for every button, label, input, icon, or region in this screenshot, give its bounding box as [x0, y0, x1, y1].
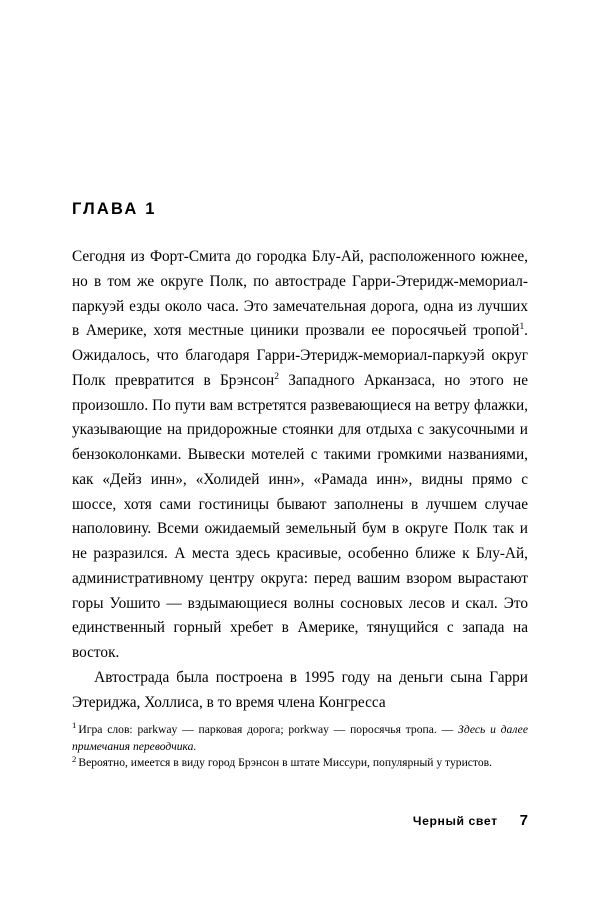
book-title: Черный свет	[412, 814, 498, 828]
body-text	[72, 245, 528, 716]
page-number: 7	[519, 812, 528, 829]
footnote-text: Игра слов: parkway — парковая дорога; porkway — поросячья тропа. —	[78, 723, 458, 736]
chapter-title: ГЛАВА 1	[72, 200, 157, 218]
footnote-1	[72, 722, 528, 755]
footnote-marker: 2	[72, 753, 77, 764]
footnote-text: Вероятно, имеется в виду город Брэнсон в штате Миссури, популярный у туристов.	[78, 756, 492, 770]
footnote-2	[72, 755, 528, 772]
footnote-italic-text: Здесь и далее примечания переводчика.	[72, 723, 528, 753]
footnotes-block	[72, 722, 528, 772]
paragraph-2: Автострада была построена в 1995 году на деньги сына Гарри Этериджа, Холлиса, в то время члена Конгресса	[72, 669, 528, 711]
paragraph-1: Сегодня из Форт-Смита до городка Блу-Ай, расположенного южнее, но в том же округе Полк, по автостраде Гарри-Этеридж-мемориал-паркуэй езды около часа. Это замечательная дорога, одна из лучших в Америке, хотя местные циники прозвали ее поросячьей тропой$^1$. Ожидалось, что благодаря Гарри-Этеридж-мемориал-паркуэй округ Полк превратится в Брэнсон$^2$ Западного Арканзаса, но этого не произошло. По пути вам встретятся развевающиеся на ветру флажки, указывающие на придорожные стоянки для отдыха с закусочными и бензоколонками. Вывески мотелей с такими громкими названиями, как «Дейз инн», «Холидей инн», «Рамада инн», видны прямо с шоссе, хотя сами гостиницы бывают заполнены в лучшем случае наполовину. Всеми ожидаемый земельный бум в округе Полк так и не разразился. А места здесь красивые, особенно ближе к Блу-Ай, административному центру округа: перед вашим взором вырастают горы Уошито — вздымающиеся волны сосновых лесов и скал. Это единственный горный хребет в Америке, тянущийся с запада на восток.	[72, 248, 528, 662]
page-footer	[72, 812, 528, 829]
page-content	[72, 0, 528, 716]
footnote-marker: 1	[72, 720, 77, 731]
